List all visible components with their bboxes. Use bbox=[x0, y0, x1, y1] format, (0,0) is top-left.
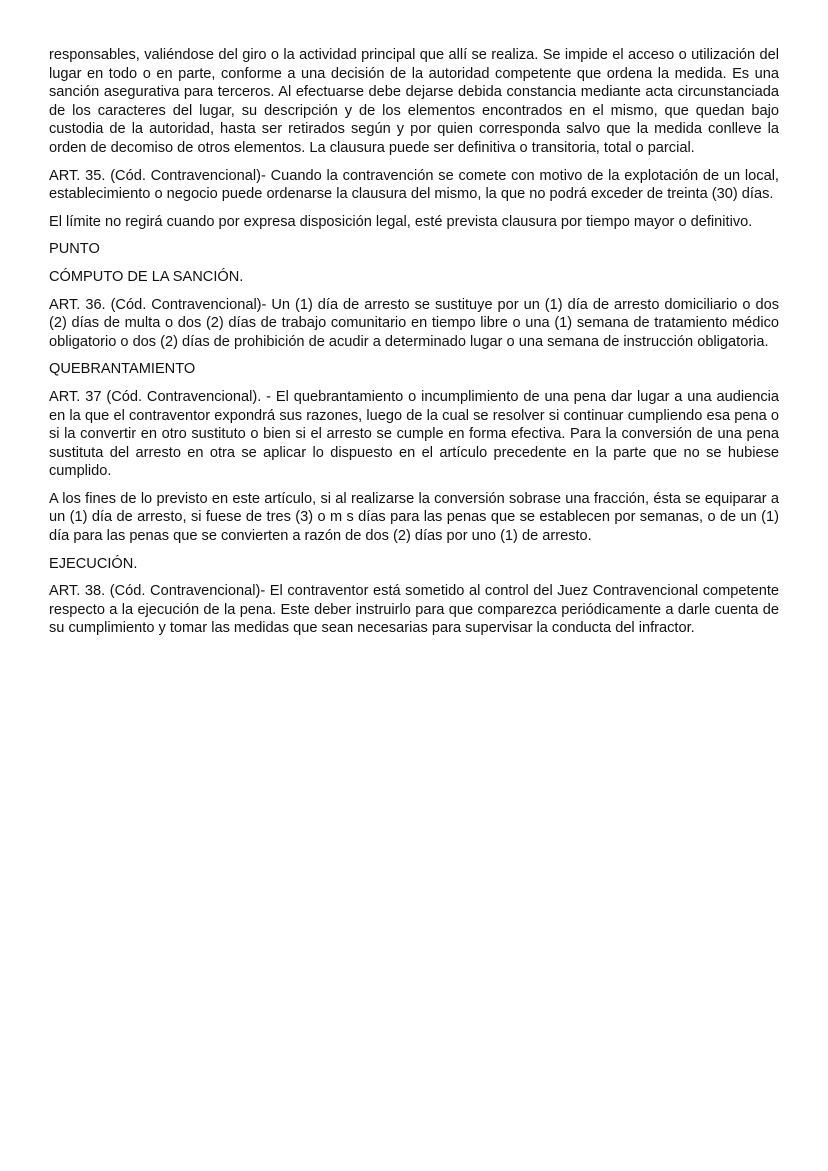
heading-punto: PUNTO bbox=[49, 241, 100, 258]
heading-ejecucion: EJECUCIÓN. bbox=[49, 555, 138, 572]
paragraph-art-37: ART. 37 (Cód. Contravencional). - El quebrantamiento o incumplimiento de una pena dar lugar a una audiencia en la que el contraventor expondrá sus razones, luego de la cual se resolver si continuar cumpliendo esa pena o si la convertir en otro sustituto o bien si el arresto se cumple en forma efectiva. Para la conversión de una pena sustituta del arresto en otra se aplicar lo dispuesto en el artículo precedente en la parte que no se hubiese cumplido. bbox=[49, 388, 779, 480]
paragraph-clausura-definition: responsables, valiéndose del giro o la actividad principal que allí se realiza. Se impide el acceso o utilización del lugar en todo o en parte, conforme a una decisión de la autoridad competente que ordena la medida. Es una sanción asegurativa para terceros. Al efectuarse debe dejarse debida constancia mediante acta circunstanciada de los caracteres del lugar, su descripción y de los elementos encontrados en el mismo, que quedan bajo custodia de la autoridad, hasta ser retirados según y por quien corresponda salvo que la medida conlleve la orden de decomiso de otros elementos. La clausura puede ser definitiva o transitoria, total o parcial. bbox=[49, 47, 779, 156]
paragraph-art-35: ART. 35. (Cód. Contravencional)- Cuando la contravención se comete con motivo de la explotación de un local, establecimiento o negocio puede ordenarse la clausura del mismo, la que no podrá exceder de treinta (30) días. bbox=[49, 167, 779, 203]
heading-computo-sancion: CÓMPUTO DE LA SANCIÓN. bbox=[49, 268, 244, 285]
document-page bbox=[49, 46, 779, 647]
paragraph-limite: El límite no regirá cuando por expresa disposición legal, esté prevista clausura por tiempo mayor o definitivo. bbox=[49, 213, 753, 230]
paragraph-art-38: ART. 38. (Cód. Contravencional)- El contraventor está sometido al control del Juez Contravencional competente respecto a la ejecución de la pena. Este deber instruirlo para que comparezca periódicamente a darle cuenta de su cumplimiento y tomar las medidas que sean necesarias para supervisar la conducta del infractor. bbox=[49, 583, 779, 637]
paragraph-conversion-fraccion: A los fines de lo previsto en este artículo, si al realizarse la conversión sobrase una fracción, ésta se equiparar a un (1) día de arresto, si fuese de tres (3) o m s días para las penas que se establecen por semanas, o de un (1) día para las penas que se convierten a razón de dos (2) días por uno (1) de arresto. bbox=[49, 490, 779, 545]
heading-quebrantamiento: QUEBRANTAMIENTO bbox=[49, 361, 196, 378]
paragraph-art-36: ART. 36. (Cód. Contravencional)- Un (1) día de arresto se sustituye por un (1) día de arresto domiciliario o dos (2) días de multa o dos (2) días de trabajo comunitario en tiempo libre o una (1) semana de tratamiento médico obligatorio o dos (2) días de prohibición de acudir a determinado lugar o una semana de instrucción obligatoria. bbox=[49, 296, 779, 350]
